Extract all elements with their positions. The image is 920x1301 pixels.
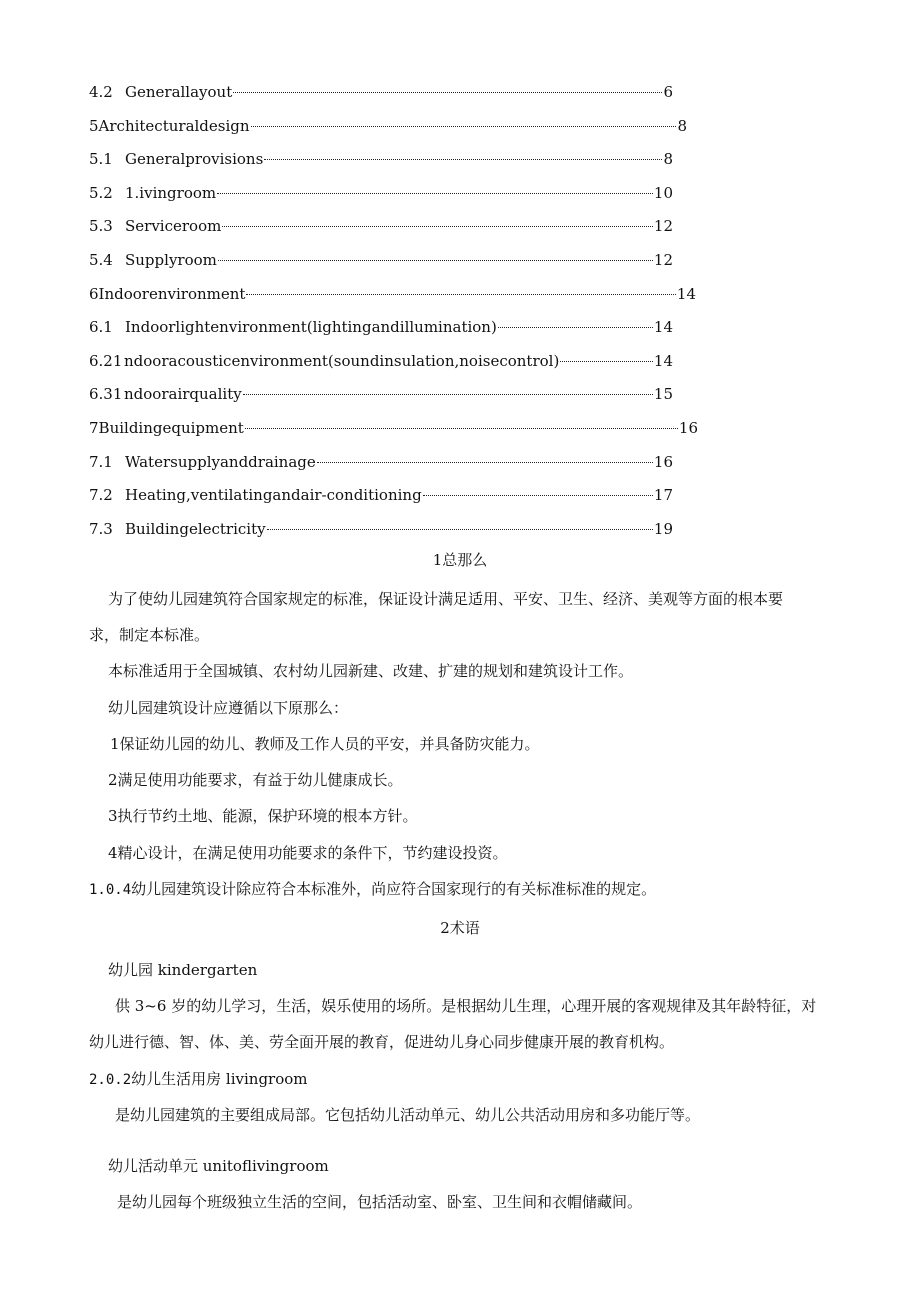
toc-entry[interactable] — [89, 316, 673, 338]
section-2-heading: 2术语 — [440, 919, 480, 937]
toc-entry[interactable] — [89, 451, 673, 473]
toc-leader-dots — [560, 361, 653, 362]
toc-entry-title: Generalprovisions — [125, 150, 264, 168]
toc-entry-page: 12 — [653, 217, 673, 235]
toc-leader-dots — [245, 428, 678, 429]
toc-entry[interactable] — [89, 518, 673, 540]
definition-2: 是幼儿园建筑的主要组成局部。它包括幼儿活动单元、幼儿公共活动用房和多功能厅等。 — [115, 1106, 701, 1124]
list-item-2: 2满足使用功能要求，有益于幼儿健康成长。 — [108, 771, 403, 789]
definition-1-line-2: 幼儿进行德、智、体、美、劳全面开展的教育，促进幼儿身心同步健康开展的教育机构。 — [89, 1033, 675, 1051]
toc-entry-page: 8 — [663, 150, 673, 168]
toc-leader-dots — [423, 495, 653, 496]
toc-entry-page: 8 — [677, 117, 687, 135]
toc-leader-dots — [246, 294, 675, 295]
definition-3: 是幼儿园每个班级独立生活的空间，包括活动室、卧室、卫生间和衣帽储藏间。 — [117, 1193, 643, 1211]
toc-entry[interactable] — [89, 283, 696, 305]
clause-number: 1.0.4 — [89, 882, 132, 898]
toc-entry-title: Generallayout — [125, 83, 233, 101]
toc-entry-number: 6.31 — [89, 385, 123, 403]
toc-entry-number: 5.4 — [89, 251, 113, 269]
toc-entry-title: Watersupplyanddrainage — [125, 453, 316, 471]
list-item-3: 3执行节约土地、能源，保护环境的根本方针。 — [108, 807, 418, 825]
toc-entry[interactable] — [89, 249, 673, 271]
toc-entry[interactable] — [89, 484, 673, 506]
toc-leader-dots — [217, 193, 653, 194]
toc-entry-title: 7Buildingequipment — [89, 419, 244, 437]
toc-leader-dots — [233, 92, 662, 93]
toc-entry[interactable] — [89, 148, 673, 170]
toc-leader-dots — [267, 529, 653, 530]
toc-entry-page: 16 — [653, 453, 673, 471]
list-item-4: 4精心设计，在满足使用功能要求的条件下，节约建设投资。 — [108, 844, 508, 862]
toc-entry-page: 17 — [653, 486, 673, 504]
toc-entry-page: 10 — [653, 184, 673, 202]
toc-entry[interactable] — [89, 417, 698, 439]
clause-text: 幼儿园建筑设计除应符合本标准外，尚应符合国家现行的有关标准标准的规定。 — [131, 880, 657, 898]
toc-entry-title: 1.ivingroom — [125, 184, 217, 202]
toc-leader-dots — [251, 126, 677, 127]
toc-entry-title: 5Architecturaldesign — [89, 117, 250, 135]
term-kindergarten: 幼儿园 kindergarten — [108, 961, 258, 979]
toc-entry[interactable] — [89, 81, 673, 103]
toc-entry-number: 4.2 — [89, 83, 113, 101]
toc-entry-page: 14 — [676, 285, 696, 303]
toc-entry-page: 14 — [653, 318, 673, 336]
clause-2-0-2 — [89, 1068, 308, 1091]
toc-entry-number: 7.2 — [89, 486, 113, 504]
toc-entry-page: 16 — [678, 419, 698, 437]
list-item-1: 1保证幼儿园的幼儿、教师及工作人员的平安，并具备防灾能力。 — [110, 735, 540, 753]
toc-entry-page: 12 — [653, 251, 673, 269]
definition-1-line-1: 供 3~6 岁的幼儿学习，生活，娱乐使用的场所。是根据幼儿生理，心理开展的客观规律及其年龄特征，对 — [115, 997, 817, 1015]
toc-entry-page: 19 — [653, 520, 673, 538]
toc-leader-dots — [498, 327, 653, 328]
paragraph-1-line-2: 求，制定本标准。 — [89, 626, 210, 644]
toc-entry-title: Indoorlightenvironment(lightingandillumination) — [125, 318, 497, 336]
term-living-unit: 幼儿活动单元 unitoflivingroom — [108, 1157, 329, 1175]
toc-leader-dots — [243, 394, 653, 395]
toc-entry-title: Serviceroom — [125, 217, 222, 235]
toc-entry[interactable] — [89, 215, 673, 237]
paragraph-3: 幼儿园建筑设计应遵循以下原那么： — [108, 699, 349, 717]
toc-entry-page: 15 — [653, 385, 673, 403]
toc-entry-title: ndooracousticenvironment(soundinsulation,noisecontrol) — [124, 352, 560, 370]
paragraph-1-line-1: 为了使幼儿园建筑符合国家规定的标准，保证设计满足适用、平安、卫生、经济、美观等方面的根本要 — [108, 590, 784, 608]
paragraph-2: 本标准适用于全国城镇、农村幼儿园新建、改建、扩建的规划和建筑设计工作。 — [108, 662, 634, 680]
toc-entry-title: Supplyroom — [125, 251, 217, 269]
toc-entry[interactable] — [89, 182, 673, 204]
toc-entry-number: 7.3 — [89, 520, 113, 538]
clause-number: 2.0.2 — [89, 1072, 132, 1088]
toc-entry-number: 5.3 — [89, 217, 113, 235]
toc-entry-page: 14 — [653, 352, 673, 370]
toc-entry-title: Heating,ventilatingandair-conditioning — [125, 486, 422, 504]
clause-1-0-4 — [89, 878, 656, 901]
toc-entry-number: 7.1 — [89, 453, 113, 471]
toc-entry-title: ndoorairquality — [124, 385, 242, 403]
toc-leader-dots — [264, 159, 662, 160]
toc-entry[interactable] — [89, 383, 673, 405]
toc-leader-dots — [317, 462, 653, 463]
toc-entry-number: 6.21 — [89, 352, 123, 370]
section-1-heading: 1总那么 — [432, 551, 488, 569]
toc-entry[interactable] — [89, 350, 673, 372]
toc-leader-dots — [218, 260, 653, 261]
toc-entry-number: 5.2 — [89, 184, 113, 202]
toc-entry-title: Buildingelectricity — [125, 520, 266, 538]
toc-entry-page: 6 — [663, 83, 673, 101]
clause-text: 幼儿生活用房 livingroom — [131, 1070, 308, 1088]
toc-entry-number: 5.1 — [89, 150, 113, 168]
toc-entry[interactable] — [89, 115, 687, 137]
toc-leader-dots — [222, 226, 653, 227]
toc-entry-number: 6.1 — [89, 318, 113, 336]
toc-entry-title: 6Indoorenvironment — [89, 285, 246, 303]
